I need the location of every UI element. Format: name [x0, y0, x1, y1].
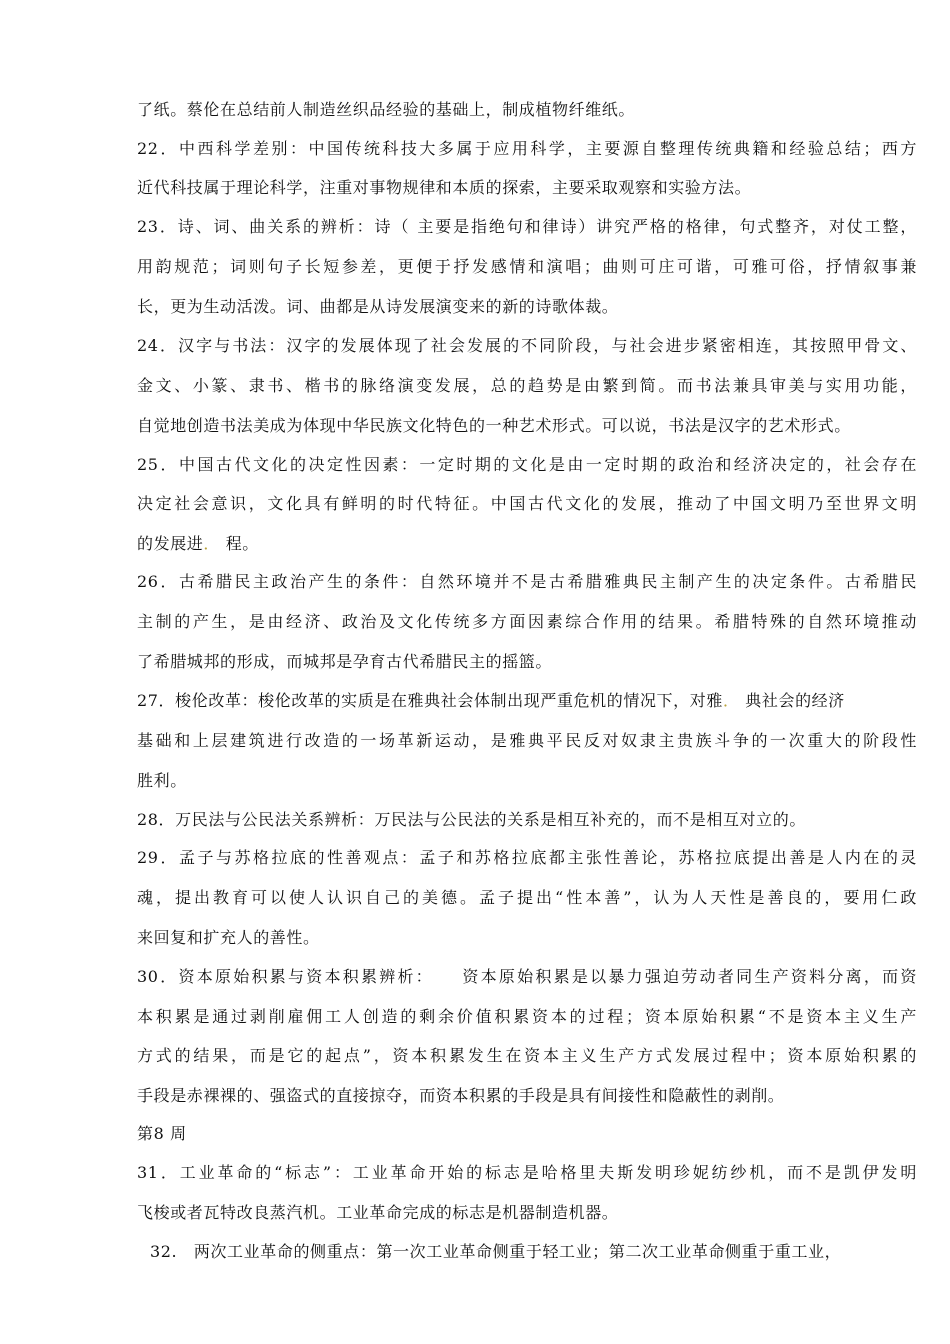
text-line: 用韵规范；词则句子长短参差，更便于抒发感情和演唱；曲则可庄可谐，可雅可俗，抒情叙事兼 [137, 257, 917, 276]
text-line: 23．诗、词、曲关系的辨析：诗（ 主要是指绝句和律诗）讲究严格的格律，句式整齐，对仗工整， [137, 217, 917, 236]
text-line: 近代科技属于理论科学，注重对事物规律和本质的探索，主要采取观察和实验方法。 [137, 178, 752, 197]
text-segment: 典社会的经济 [739, 691, 845, 710]
text-line: 来回复和扩充人的善性。 [137, 928, 320, 947]
text-line: 25．中国古代文化的决定性因素：一定时期的文化是由一定时期的政治和经济决定的，社会存在 [137, 455, 917, 474]
text-line: 自觉地创造书法美成为体现中华民族文化特色的一种艺术形式。可以说，书法是汉字的艺术形式。 [137, 416, 851, 435]
text-line: 胜利。 [137, 771, 187, 790]
text-line: 金文、小篆、隶书、楷书的脉络演变发展，总的趋势是由繁到简。而书法兼具审美与实用功能， [137, 376, 917, 395]
text-line: 了希腊城邦的形成，而城邦是孕育古代希腊民主的摇篮。 [137, 652, 553, 671]
text-line: 29．孟子与苏格拉底的性善观点：孟子和苏格拉底都主张性善论，苏格拉底提出善是人内在的灵 [137, 848, 917, 867]
text-line: 主制的产生，是由经济、政治及文化传统多方面因素综合作用的结果。希腊特殊的自然环境推动 [137, 612, 917, 631]
text-line: 飞梭或者瓦特改良蒸汽机。工业革命完成的标志是机器制造机器。 [137, 1203, 619, 1222]
text-line: 32. 两次工业革命的侧重点：第一次工业革命侧重于轻工业；第二次工业革命侧重于重工业， [150, 1242, 842, 1261]
text-line: 方式的结果，而是它的起点”，资本积累发生在资本主义生产方式发展过程中；资本原始积累的 [137, 1046, 917, 1065]
text-line: 24．汉字与书法：汉字的发展体现了社会发展的不同阶段，与社会进步紧密相连，其按照甲骨文、 [137, 336, 917, 355]
text-line: 长，更为生动活泼。词、曲都是从诗发展演变来的新的诗歌体裁。 [137, 297, 619, 316]
text-line: 魂，提出教育可以使人认识自己的美德。孟子提出“性本善”，认为人天性是善良的，要用仁政 [137, 888, 917, 907]
text-line [137, 691, 917, 711]
text-line: 手段是赤裸裸的、强盗式的直接掠夺，而资本积累的手段是具有间接性和隐蔽性的剥削。 [137, 1086, 785, 1105]
text-line [137, 534, 917, 554]
text-mark: ． [722, 691, 740, 710]
text-line: 基础和上层建筑进行改造的一场革新运动，是雅典平民反对奴隶主贵族斗争的一次重大的阶段性 [137, 731, 917, 750]
text-segment: 27．梭伦改革：梭伦改革的实质是在雅典社会体制出现严重危机的情况下，对雅 [137, 691, 723, 710]
text-line: 26．古希腊民主政治产生的条件：自然环境并不是古希腊雅典民主制产生的决定条件。古希腊民 [137, 572, 917, 591]
text-line: 决定社会意识，文化具有鲜明的时代特征。中国古代文化的发展，推动了中国文明乃至世界文明 [137, 494, 917, 513]
text-line: 31．工业革命的“标志”：工业革命开始的标志是哈格里夫斯发明珍妮纺纱机，而不是凯伊发明 [137, 1163, 917, 1182]
section-heading: 第8 周 [137, 1124, 187, 1143]
text-line: 本积累是通过剥削雇佣工人创造的剩余价值积累资本的过程；资本原始积累“不是资本主义生产 [137, 1007, 917, 1026]
text-line: 了纸。蔡伦在总结前人制造丝织品经验的基础上，制成植物纤维纸。 [137, 100, 636, 119]
text-line: 28．万民法与公民法关系辨析：万民法与公民法的关系是相互补充的，而不是相互对立的。 [137, 810, 806, 829]
text-segment: 程。 [220, 534, 259, 553]
text-line: 22．中西科学差别：中国传统科技大多属于应用科学，主要源自整理传统典籍和经验总结；西方 [137, 139, 917, 158]
text-line: 30．资本原始积累与资本积累辨析： 资本原始积累是以暴力强迫劳动者同生产资料分离，而资 [137, 967, 917, 986]
text-segment: 的发展进 [137, 534, 204, 553]
text-mark: ． [203, 534, 221, 553]
